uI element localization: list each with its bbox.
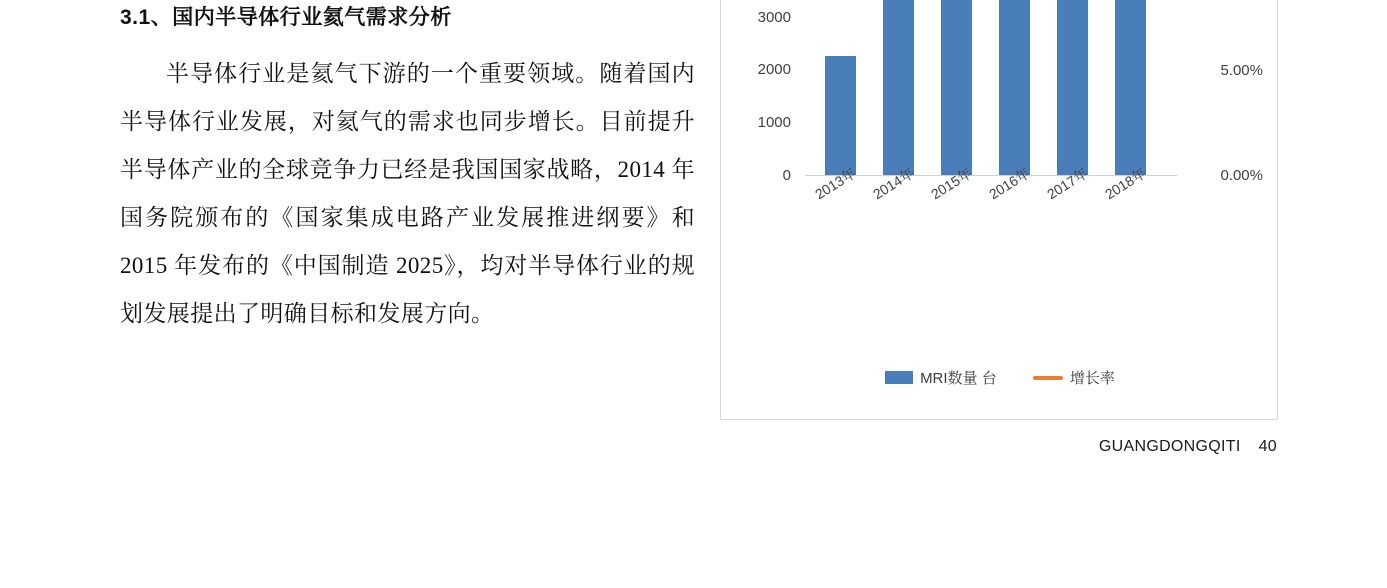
x-tick-2018: 2018年 xyxy=(1102,164,1149,203)
x-tick-2013: 2013年 xyxy=(812,164,859,203)
footer-page-number: 40 xyxy=(1258,438,1277,455)
left-axis-tick-0: 0 xyxy=(782,167,791,184)
right-axis-tick-0: 0.00% xyxy=(1220,167,1263,184)
legend-item-mri-count xyxy=(885,367,997,388)
x-tick-2017: 2017年 xyxy=(1044,164,1091,203)
right-axis-tick-1: 5.00% xyxy=(1220,62,1263,79)
left-axis-tick-3: 3000 xyxy=(757,9,791,26)
chart-plot-area xyxy=(721,0,1279,325)
x-tick-2016: 2016年 xyxy=(986,164,1033,203)
legend-item-growth-rate xyxy=(1033,367,1115,388)
growth-rate-line-series xyxy=(721,0,1279,325)
x-tick-2014: 2014年 xyxy=(870,164,917,203)
footer-brand: GUANGDONGQITI xyxy=(1098,438,1241,455)
chart-panel xyxy=(720,0,1278,420)
legend-label-mri-count: MRI数量 台 xyxy=(920,370,997,387)
left-axis-tick-2: 2000 xyxy=(757,61,791,78)
body-paragraph: 半导体行业是氦气下游的一个重要领域。随着国内半导体行业发展，对氦气的需求也同步增长。目前提升半导体产业的全球竞争力已经是我国国家战略，2014 年国务院颁布的《国家集成电路产业发展推进纲要》和 2015 年发布的《中国制造 2025》，均对半导体行业的规划发展提出了明确目标和发展方向。 xyxy=(120,61,695,326)
section-heading: 3.1、国内半导体行业氦气需求分析 xyxy=(120,6,452,29)
legend-label-growth-rate: 增长率 xyxy=(1069,370,1115,387)
legend-line-swatch-icon xyxy=(1033,376,1063,380)
x-tick-2015: 2015年 xyxy=(928,164,975,203)
legend-bar-swatch-icon xyxy=(885,371,913,384)
chart-legend xyxy=(721,367,1279,388)
left-axis-tick-1: 1000 xyxy=(757,114,791,131)
document-text-column xyxy=(120,0,695,338)
page-footer xyxy=(1099,438,1277,456)
